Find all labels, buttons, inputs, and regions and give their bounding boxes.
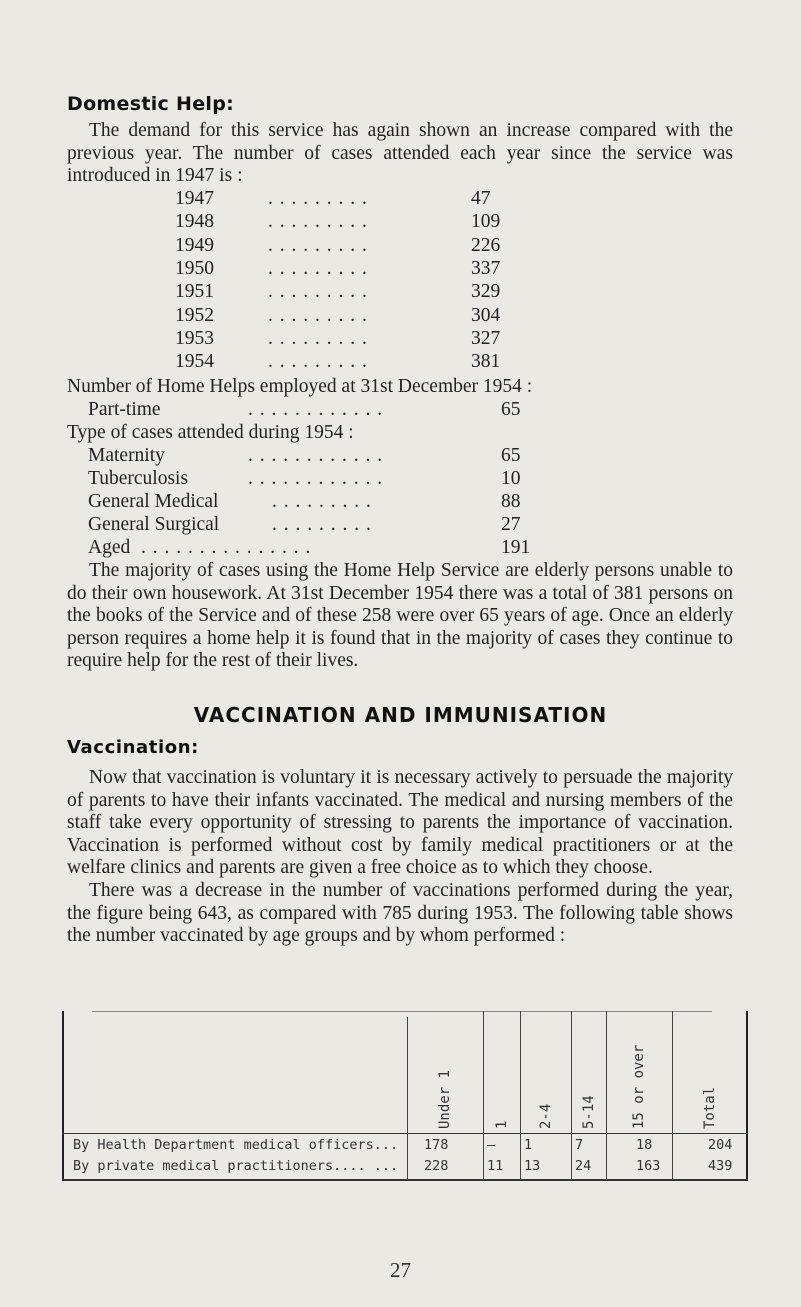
case-type-row (88, 514, 588, 536)
case-type-value: 191 (501, 537, 531, 558)
column-divider (571, 1011, 572, 1179)
table-left-border (62, 1011, 64, 1181)
leader-dots: . . . . . . . . . . . . (248, 468, 384, 489)
year-row (175, 211, 575, 233)
table-cell: — (487, 1137, 496, 1153)
case-type-row (88, 468, 588, 490)
case-type-label: Aged (88, 537, 131, 558)
leader-dots: . . . . . . . . . (268, 281, 368, 303)
case-type-value: 27 (501, 514, 521, 535)
column-divider (483, 1011, 484, 1179)
elderly-text: The majority of cases using the Home Help Service are elderly persons unable to do their own housework. At 31st December 1954 there was a total of 381 persons on the books of the Service and of these 258 were over 65 years of age. Once an elderly person requires a home help it is found that in the majority of cases they continue to require help for the rest of their lives. (67, 560, 733, 671)
table-header-rule (62, 1133, 748, 1134)
year-value: 226 (471, 234, 501, 256)
table-cell: 163 (636, 1158, 661, 1174)
leader-dots: . . . . . . . . . (268, 327, 368, 349)
case-type-label: Maternity (88, 445, 165, 466)
year-value: 304 (471, 304, 501, 326)
leader-dots: . . . . . . . . . (268, 234, 368, 256)
year-row (175, 305, 575, 327)
column-divider (606, 1011, 607, 1179)
table-cell: 228 (424, 1158, 449, 1174)
case-type-label: General Medical (88, 491, 219, 512)
intro-paragraph (67, 120, 733, 188)
year-value: 47 (471, 188, 491, 209)
year-value: 381 (471, 351, 501, 373)
home-helps-title: Number of Home Helps employed at 31st December 1954 : (67, 376, 533, 397)
leader-dots: . . . . . . . . . (268, 257, 368, 279)
case-type-row (88, 491, 588, 513)
year-value: 327 (471, 327, 501, 349)
types-title: Type of cases attended during 1954 : (67, 422, 354, 443)
table-row-label: By private medical practitioners.... ... (73, 1158, 399, 1174)
table-right-border (746, 1011, 748, 1181)
case-type-value: 65 (501, 445, 521, 466)
leader-dots: . . . . . . . . . (268, 351, 368, 373)
column-header: 2-4 (538, 1103, 554, 1129)
domestic-help-heading: Domestic Help: (67, 93, 234, 115)
leader-dots: . . . . . . . . . (268, 304, 368, 326)
year-row (175, 328, 575, 350)
column-header: 15 or over (631, 1044, 647, 1129)
table-cell: 204 (708, 1137, 733, 1153)
leader-dots: . . . . . . . . . (268, 188, 368, 209)
leader-dots: . . . . . . . . . . . . (248, 399, 384, 420)
part-time-label: Part-time (88, 399, 161, 420)
table-cell: 1 (524, 1137, 533, 1153)
case-type-label: General Surgical (88, 514, 220, 535)
case-type-value: 10 (501, 468, 521, 489)
table-cell: 178 (424, 1137, 449, 1153)
column-divider (672, 1011, 673, 1179)
table-bottom-rule (62, 1179, 748, 1181)
year-row (175, 281, 575, 303)
table-cell: 7 (575, 1137, 584, 1153)
year-row (175, 188, 575, 210)
voluntary-text: Now that vaccination is voluntary it is necessary actively to persuade the majority of parents to have their infants vaccinated. The medical and nursing members of the staff take every opportunity of stressing to parents the importance of vaccination. Vaccination is performed without cost by family medical practitioners or at the welfare clinics and parents are given a free choice as to which they choose. (67, 767, 733, 878)
year-row (175, 258, 575, 280)
table-cell: 18 (636, 1137, 653, 1153)
section-title: VACCINATION AND IMMUNISATION (193, 703, 608, 727)
leader-dots: . . . . . . . . . . . . . . . (141, 537, 312, 558)
column-header: 5-14 (581, 1095, 597, 1129)
leader-dots: . . . . . . . . . . . . (248, 445, 384, 466)
year-label: 1949 (175, 234, 214, 256)
column-header: Total (702, 1086, 718, 1129)
table-row-label: By Health Department medical officers... (73, 1137, 399, 1153)
part-time-value: 65 (501, 399, 521, 420)
table-cell: 11 (487, 1158, 504, 1174)
column-header: Under 1 (437, 1069, 453, 1129)
year-row (175, 351, 575, 373)
year-value: 109 (471, 211, 501, 233)
year-value: 329 (471, 281, 501, 303)
leader-dots: . . . . . . . . . (272, 514, 372, 535)
table-cell: 24 (575, 1158, 592, 1174)
voluntary-paragraph (67, 767, 733, 880)
part-time-row (88, 399, 588, 421)
leader-dots: . . . . . . . . . (272, 491, 372, 512)
case-type-row (88, 445, 588, 467)
column-divider (407, 1017, 408, 1179)
case-type-label: Tuberculosis (88, 468, 189, 489)
decrease-paragraph (67, 880, 733, 948)
table-cell: 13 (524, 1158, 541, 1174)
year-label: 1952 (175, 304, 214, 326)
decrease-text: There was a decrease in the number of vaccinations performed during the year, the figure being 643, as compared with 785 during 1953. The following table shows the number vaccinated by age groups and by whom performed : (67, 880, 733, 946)
page-number: 27 (390, 1258, 411, 1282)
elderly-paragraph (67, 560, 733, 673)
year-label: 1950 (175, 257, 214, 279)
vaccination-subheading: Vaccination: (67, 737, 199, 758)
column-header: 1 (494, 1120, 510, 1129)
year-value: 337 (471, 257, 501, 279)
intro-text: The demand for this service has again shown an increase compared with the previous year. The number of cases attended each year since the service was introduced in 1947 is : (67, 120, 733, 186)
year-label: 1948 (175, 211, 214, 233)
year-row (175, 235, 575, 257)
case-type-row (88, 537, 588, 559)
column-divider (520, 1011, 521, 1179)
year-label: 1947 (175, 188, 214, 209)
year-label: 1954 (175, 351, 214, 373)
year-label: 1953 (175, 327, 214, 349)
vaccination-table (62, 1011, 748, 1181)
year-label: 1951 (175, 281, 214, 303)
leader-dots: . . . . . . . . . (268, 211, 368, 233)
case-type-value: 88 (501, 491, 521, 512)
table-top-rule (92, 1011, 712, 1012)
table-cell: 439 (708, 1158, 733, 1174)
